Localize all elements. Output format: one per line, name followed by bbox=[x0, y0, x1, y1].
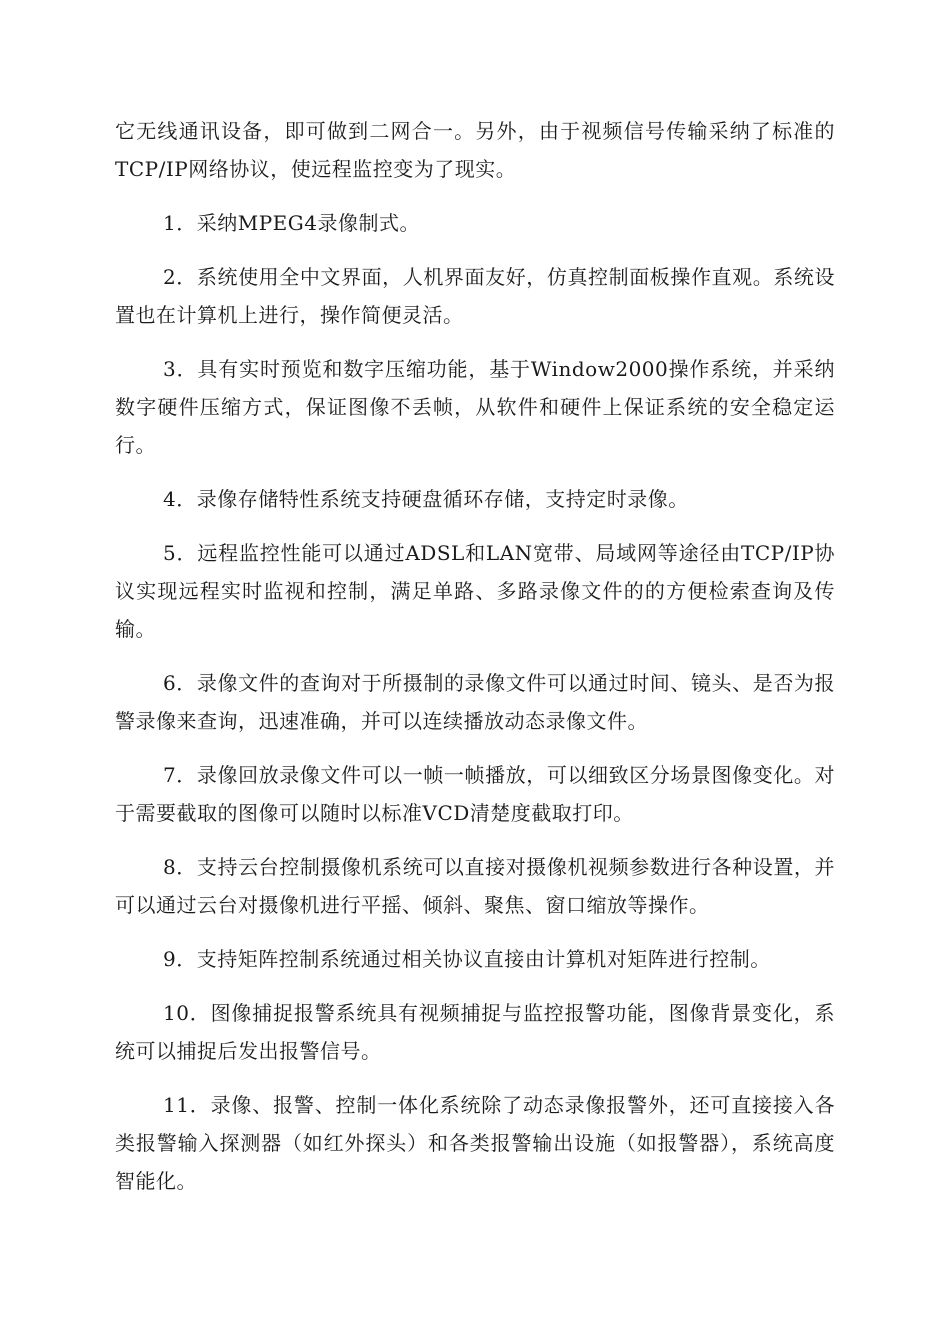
list-item-7: 7．录像回放录像文件可以一帧一帧播放，可以细致区分场景图像变化。对于需要截取的图像可以随时以标准VCD清楚度截取打印。 bbox=[115, 763, 835, 825]
list-item-11: 11．录像、报警、控制一体化系统除了动态录像报警外，还可直接接入各类报警输入探测器（如红外探头）和各类报警输出设施（如报警器），系统高度智能化。 bbox=[115, 1093, 835, 1193]
list-item-8: 8．支持云台控制摄像机系统可以直接对摄像机视频参数进行各种设置，并可以通过云台对摄像机进行平摇、倾斜、聚焦、窗口缩放等操作。 bbox=[115, 855, 835, 917]
list-item-6: 6．录像文件的查询对于所摄制的录像文件可以通过时间、镜头、是否为报警录像来查询，迅速准确，并可以连续播放动态录像文件。 bbox=[115, 671, 835, 733]
paragraph-continuation: 它无线通讯设备，即可做到二网合一。另外，由于视频信号传输采纳了标准的TCP/IP网络协议，使远程监控变为了现实。 bbox=[115, 119, 835, 181]
list-item-1: 1．采纳MPEG4录像制式。 bbox=[163, 211, 420, 235]
list-item-9: 9．支持矩阵控制系统通过相关协议直接由计算机对矩阵进行控制。 bbox=[163, 947, 771, 971]
list-item-10: 10．图像捕捉报警系统具有视频捕捉与监控报警功能，图像背景变化，系统可以捕捉后发出报警信号。 bbox=[115, 1001, 835, 1063]
document-page bbox=[115, 112, 835, 1200]
list-item-2: 2．系统使用全中文界面，人机界面友好，仿真控制面板操作直观。系统设置也在计算机上进行，操作简便灵活。 bbox=[115, 265, 835, 327]
list-item-3: 3．具有实时预览和数字压缩功能，基于Window2000操作系统，并采纳数字硬件压缩方式，保证图像不丢帧，从软件和硬件上保证系统的安全稳定运行。 bbox=[115, 357, 835, 457]
list-item-5: 5．远程监控性能可以通过ADSL和LAN宽带、局域网等途径由TCP/IP协议实现远程实时监视和控制，满足单路、多路录像文件的的方便检索查询及传输。 bbox=[115, 541, 835, 641]
list-item-4: 4．录像存储特性系统支持硬盘循环存储，支持定时录像。 bbox=[163, 487, 689, 511]
